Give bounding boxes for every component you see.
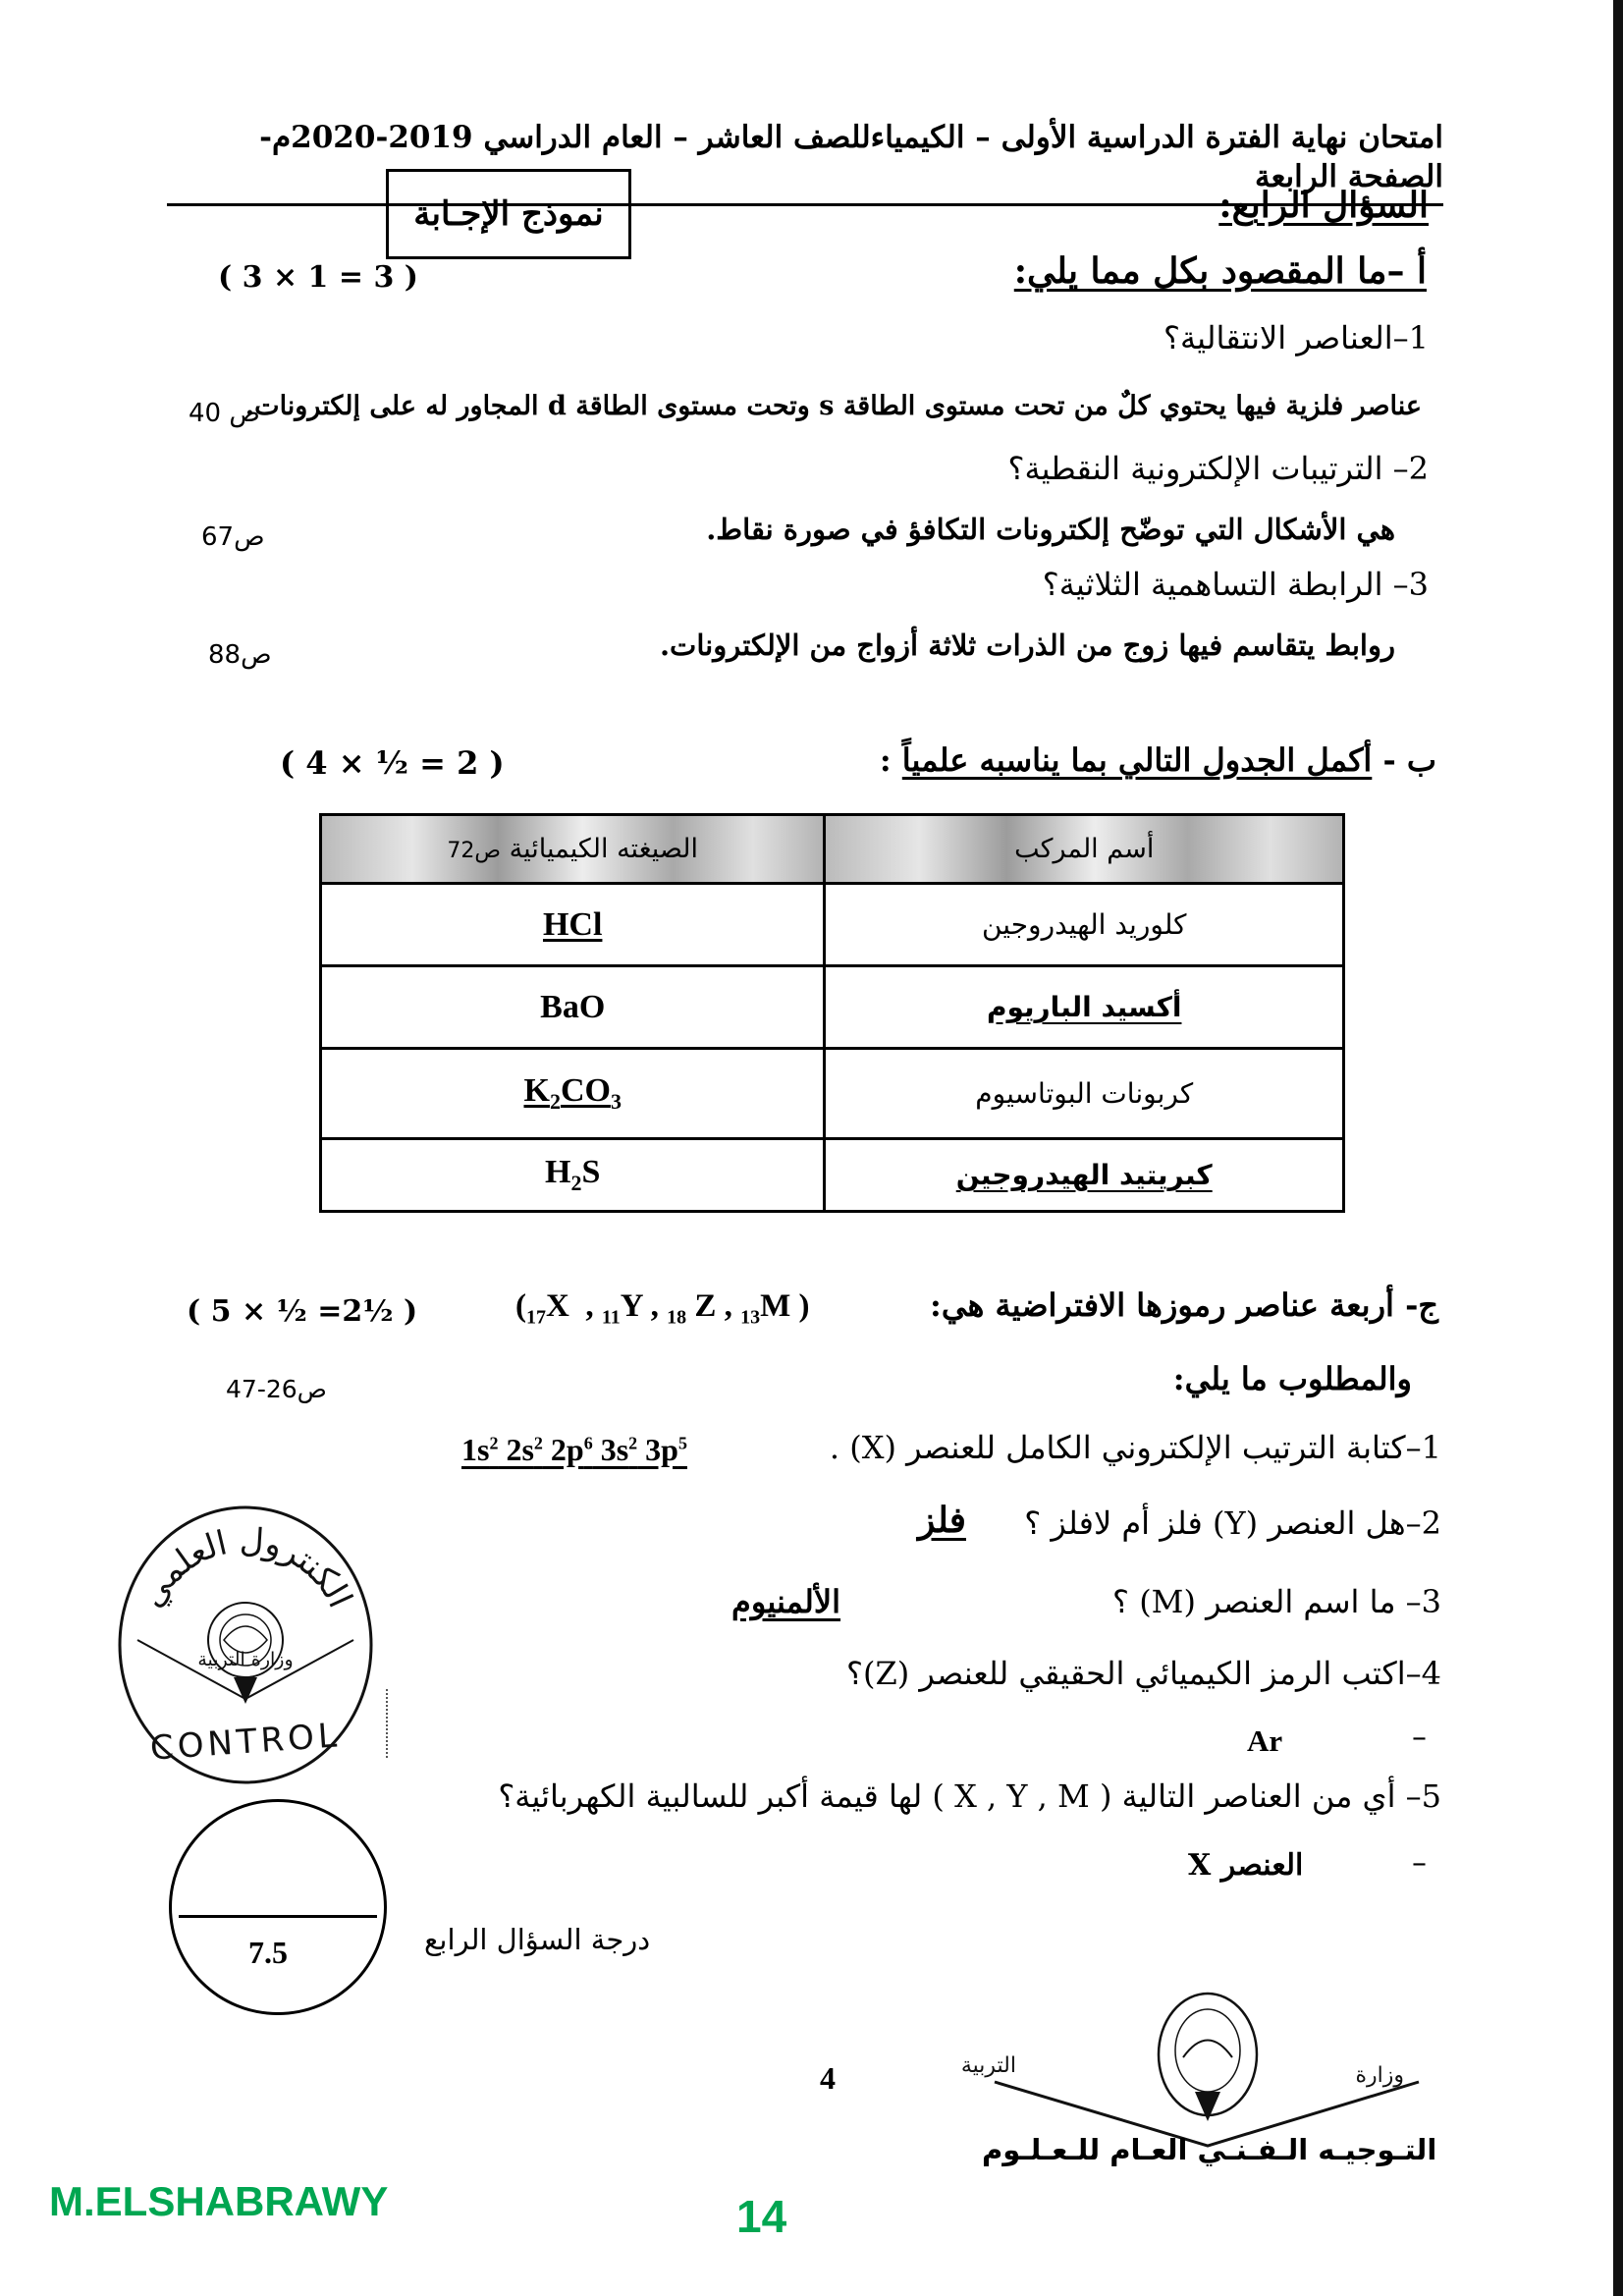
part-c-a3: الألمنيوم (731, 1583, 841, 1620)
scan-edge (1613, 0, 1623, 2296)
part-a-a3: روابط يتقاسم فيها زوج من الذرات ثلاثة أزواج من الإلكترونات. (659, 629, 1395, 662)
part-c-ref: ص26-47 (226, 1375, 327, 1403)
part-c-q2: 2–هل العنصر (Y) فلز أم لافلز ؟ (1024, 1504, 1441, 1542)
column-header-ref: ص72 (447, 839, 501, 863)
part-c-q1: 1–كتابة الترتيب الإلكتروني الكامل للعنصر (X) . (829, 1429, 1441, 1466)
page-number: 4 (820, 2060, 836, 2096)
table-row (321, 1139, 1344, 1212)
grade-label: درجة السؤال الرابع (424, 1923, 651, 1956)
compound-formula: HCl (321, 884, 825, 966)
table-row (321, 966, 1344, 1049)
compound-formula: BaO (321, 966, 825, 1049)
part-a-ref3: ص88 (208, 640, 272, 670)
part-c-elements: ($_{17}X$ , $_{11}$Y , $_{18}$ Z , $_{13}$M ) (515, 1288, 810, 1329)
table-row (321, 884, 1344, 966)
part-a-q1: 1–العناصر الانتقالية؟ (1163, 319, 1429, 356)
stamp-bottom-text: CONTROL (148, 1716, 343, 1769)
dash: – (1412, 1721, 1427, 1755)
compound-name: كلوريد الهيدروجين (825, 884, 1344, 966)
part-c-q5: 5– أي من العناصر التالية ( X , Y , M ) لها قيمة أكبر للسالبية الكهربائية؟ (498, 1777, 1441, 1815)
part-a-q3: 3– الرابطة التساهمية الثلاثية؟ (1042, 566, 1429, 603)
dash: – (1412, 1846, 1427, 1881)
part-c-a4: Ar (1247, 1723, 1283, 1758)
footer-page: 14 (736, 2191, 787, 2242)
part-b-score: ( 4 × ½ = 2 ) (280, 744, 505, 782)
part-c-a1: $1s^2$ $2s^2$ $2p^6$ $3s^2$ $3p^5$ (461, 1432, 687, 1467)
compound-name: أكسيد الباريوم (825, 966, 1344, 1049)
control-stamp (108, 1493, 383, 1797)
logo-caption: التـوجيـه الـفـنـي العـام للـعـلـوم (982, 2133, 1437, 2166)
compound-name: كبريتيد الهيدروجين (825, 1139, 1344, 1212)
answer-model-box: نموذج الإجـابة (386, 169, 631, 259)
part-b-prefix: ب - (1382, 741, 1436, 779)
part-c-score: ( 5 × ½ =2½ ) (187, 1294, 418, 1329)
part-c-required: والمطلوب ما يلي: (1172, 1360, 1412, 1397)
exam-header: امتحان نهاية الفترة الدراسية الأولى – الكيمياءللصف العاشر – العام الدراسي 2019-2020م-الصفحة الرابعة (167, 118, 1443, 206)
part-c-a2: فلز (918, 1500, 966, 1541)
column-header-formula (321, 815, 825, 884)
table-row (321, 1049, 1344, 1139)
compound-name: كربونات البوتاسيوم (825, 1049, 1344, 1139)
part-a-q2: 2– الترتيبات الإلكترونية النقطية؟ (1007, 450, 1429, 487)
part-c-q3: 3– ما اسم العنصر (M) ؟ (1112, 1583, 1441, 1620)
part-b-title: أكمل الجدول التالي بما يناسبه علمياً (901, 741, 1373, 779)
dotted-divider (386, 1689, 388, 1758)
part-c-a5: العنصر X (1188, 1848, 1304, 1883)
column-header-formula-label: الصيغته الكيميائية (509, 834, 699, 864)
grade-fraction-line (179, 1915, 377, 1918)
part-c-title: ج- أربعة عناصر رموزها الافتراضية هي: (930, 1286, 1438, 1324)
grade-circle (169, 1799, 387, 2015)
stamp-top-text: الكنترول العلمي (132, 1520, 360, 1614)
logo-right-text: التربية (960, 2053, 1016, 2078)
column-header-name: أسم المركب (825, 815, 1344, 884)
footer-author: M.ELSHABRAWY (49, 2178, 389, 2224)
answer-table (319, 813, 1345, 1213)
compound-formula: $K_2CO_3$ (321, 1049, 825, 1139)
part-a-ref2: ص67 (201, 522, 265, 552)
part-b-suffix: : (879, 741, 892, 779)
part-a-a2: هي الأشكال التي توضّح إلكترونات التكافؤ في صورة نقاط. (706, 513, 1395, 546)
part-c-q4: 4–اكتب الرمز الكيميائي الحقيقي للعنصر (Z)؟ (846, 1655, 1441, 1692)
part-a-title: أ –ما المقصود بكل مما يلي: (1013, 250, 1427, 292)
part-a-score: ( 3 × 1 = 3 ) (218, 260, 418, 295)
compound-formula: $H_2S$ (321, 1139, 825, 1212)
emblem-icon (1175, 2009, 1240, 2121)
part-a-a1: عناصر فلزية فيها يحتوي كلٌ من تحت مستوى الطاقة s وتحت مستوى الطاقة d المجاور له على إلكترونات. (244, 391, 1422, 421)
question-title: السؤال الرابع: (1218, 185, 1429, 226)
part-a-ref1: ص 40 (189, 399, 260, 428)
part-b-title-row (880, 741, 1436, 779)
stamp-ministry: وزارة التربية (197, 1649, 294, 1670)
logo-left-text: وزارة (1355, 2063, 1404, 2088)
grade-value: 7.5 (248, 1935, 288, 1970)
